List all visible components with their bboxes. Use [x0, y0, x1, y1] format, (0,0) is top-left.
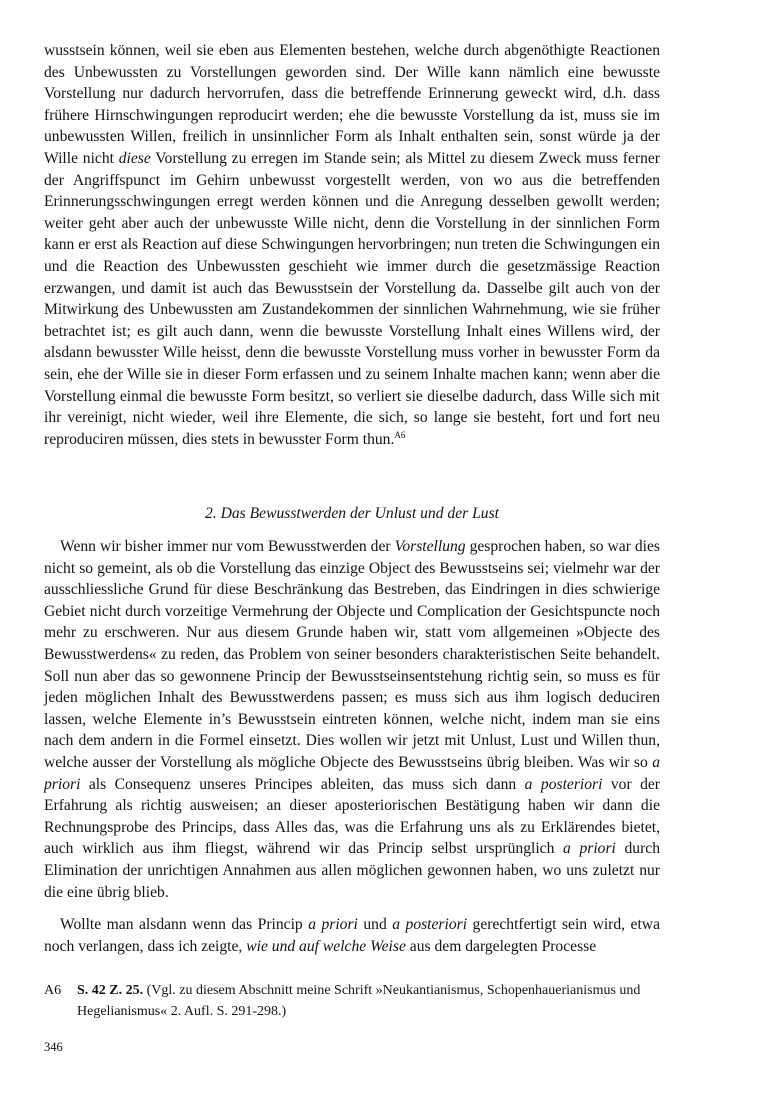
footnote-reference: S. 42 Z. 25. [77, 983, 144, 998]
paragraph-continuation [44, 40, 660, 450]
emphasis-text: a posteriori [524, 775, 603, 793]
emphasis-text: a priori [563, 840, 616, 858]
text-run: aus dem dargelegten Processe [405, 937, 597, 955]
text-run: und [357, 916, 393, 933]
emphasis-text: Vorstellung [394, 538, 466, 555]
footnote [44, 981, 660, 1022]
text-run: gerechtfertigt sein wird, etwa noch verlangen, dass ich zeigte, [44, 916, 660, 955]
emphasis-text: diese [118, 149, 151, 167]
footnote-text [77, 981, 660, 1022]
page-number: 346 [44, 1040, 63, 1054]
emphasis-text: wie und auf welche Weise [246, 937, 406, 955]
text-run: vor der Erfahrung als richtig ausweisen; an dieser aposteriorischen Bestätigung haben wir dann die Rechnungsprobe des Princips, dass Alles das, was die Erfahrung uns als zu Erklärendes bietet, auch wirklich aus ihm fliegst, während wir das Princip selbst ursprünglich [44, 775, 660, 858]
emphasis-text: a posteriori [392, 916, 468, 933]
footnote-body: (Vgl. zu diesem Abschnitt meine Schrift »Neukantianismus, Schopenhauerianismus und Hegelianismus« 2. Aufl. S. 291-298.) [77, 983, 641, 1019]
text-run: als Consequenz unseres Principes ableiten, das muss sich dann [80, 775, 525, 793]
text-run: Wollte man alsdann wenn das Princip [60, 916, 309, 933]
text-run: gesprochen haben, so war dies nicht so gemeint, als ob die Vorstellung das einzige Object des Bewusstseins sei; vielmehr war der ausschliessliche Grund für diese Beschränkung das Bestreben, das Eindringen in dies schwierige Gebiet nicht durch vorzeitige Vermehrung der Objecte und Complication der Gesichtspuncte noch mehr zu erschweren. Nur aus diesem Grunde haben wir, statt vom allgemeinen »Objecte des Bewusstwerdens« zu reden, das Problem von seiner besonders charakteristischen Seite behandelt. Soll nun aber das so gewonnene Princip der Bewusstseinsentstehung richtig sein, so muss es für jeden möglichen Inhalt des Bewusstwerdens passen; es muss sich aus ihm logisch deduciren lassen, welche Elemente in’s Bewusstsein eintreten können, welche nicht, indem man sie eins nach dem andern in die Formel einsetzt. Dies wollen wir jetzt mit Unlust, Lust und Willen thun, welche ausser der Vorstellung als mögliche Objecte des Bewusstseins übrig bleiben. Was wir so [44, 538, 660, 771]
text-run: durch Elimination der unrichtigen Annahmen aus allen möglichen gewonnen haben, wo uns zuletzt nur die eine übrig blieb. [44, 840, 661, 901]
paragraph-last [44, 914, 660, 957]
text-run: Wenn wir bisher immer nur vom Bewusstwerden der [60, 538, 395, 555]
emphasis-text: a priori [308, 916, 358, 933]
text-run: Vorstellung zu erregen im Stande sein; als Mittel zu diesem Zweck muss ferner der Angriffspunct im Gehirn unbewusst vorgestellt werden, von wo aus die betreffenden Erinnerungsschwingungen erregt werden können und die Anregung desselben gewollt werden; weiter geht aber auch der unbewusste Wille nicht, denn die Vorstellung in der sinnlichen Form kann er erst als Reaction auf diese Schwingungen hervorbringen; nun treten die Schwingungen ein und die Reaction des Unbewussten geschieht wie immer durch die gesetzmässige Reaction erzwangen, und damit ist auch das Bewusstsein der Vorstellung da. Dasselbe gilt auch von der Mitwirkung des Unbewussten am Zustandekommen der sinnlichen Wahrnehmung, wie sie früher betrachtet ist; es gilt auch dann, wenn die bewusste Vorstellung Inhalt eines Willens wird, der alsdann bewusster Wille heisst, denn die bewusste Vorstellung muss vorher in bewusster Form da sein, ehe der Wille sie in dieser Form erfassen und zu seinem Inhalte machen kann; wenn aber die Vorstellung einmal die bewusste Form besitzt, so verliert sie dieselbe dadurch, dass Wille sich mit ihr vereinigt, nicht wieder, weil ihre Elemente, die sich, so lange sie besteht, fort und fort neu reproduciren müssen, dies stets in bewusster Form thun. [44, 149, 660, 448]
text-run: wusstsein können, weil sie eben aus Elementen bestehen, welche durch abgenöthigte Reactionen des Unbewussten zu Vorstellungen geworden sind. Der Wille kann nämlich eine bewusste Vorstellung nur dadurch hervorrufen, dass die betreffende Erinnerung geweckt wird, d.h. dass frühere Hirnschwingungen reproducirt werden; ehe die bewusste Vorstellung da ist, muss sie im unbewussten Willen, freilich in unsinnlicher Form als Inhalt enthalten sein, sonst würde ja der Wille nicht [44, 42, 660, 167]
paragraph-main [44, 536, 660, 903]
note-reference[interactable]: A6 [394, 429, 406, 440]
footnote-label: A6 [44, 983, 62, 998]
section-heading: 2. Das Bewusstwerden der Unlust und der Lust [205, 505, 499, 522]
emphasis-text: a priori [44, 753, 660, 793]
